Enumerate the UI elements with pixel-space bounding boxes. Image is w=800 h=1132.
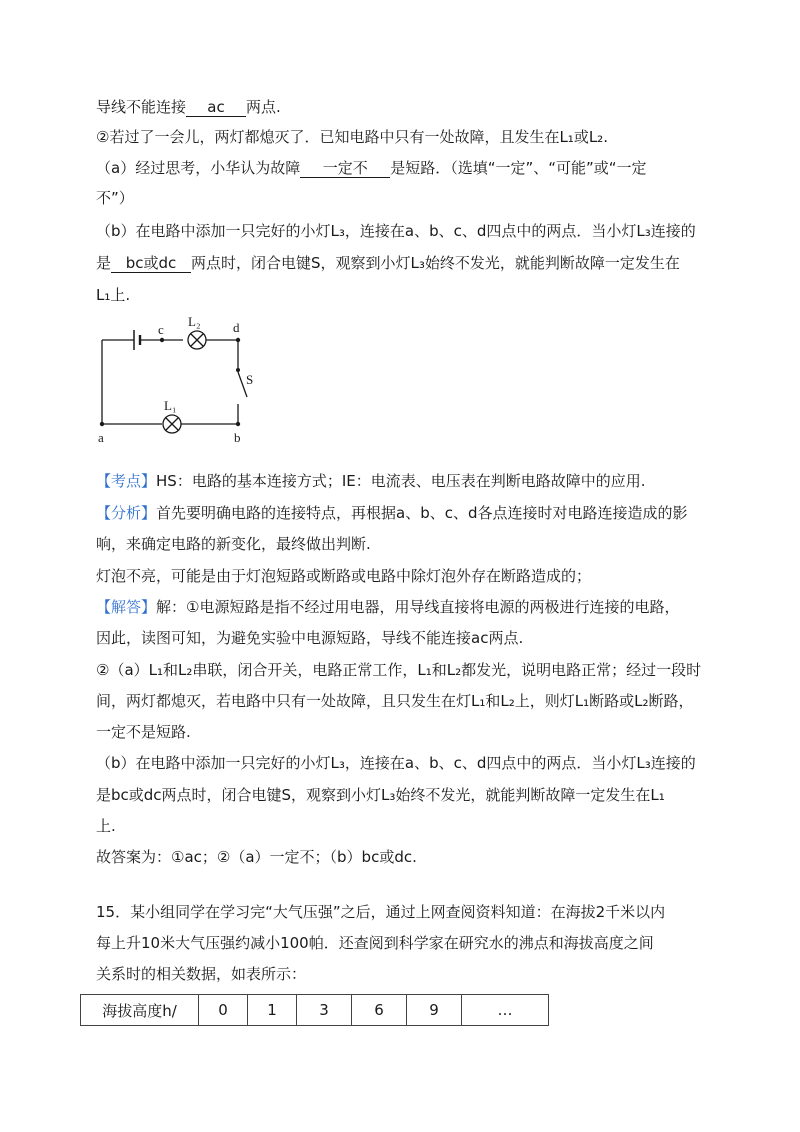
fenxi-line-3: 灯泡不亮，可能是由于灯泡短路或断路或电路中除灯泡外存在断路造成的； [96, 567, 592, 585]
text: 解：①电源短路是指不经过用电器，用导线直接将电源的两极进行连接的电路， [156, 598, 680, 616]
answer-summary: 故答案为：①ac；②（a）一定不；（b）bc或dc. [96, 848, 417, 866]
text: HS：电路的基本连接方式；IE：电流表、电压表在判断电路故障中的应用. [156, 472, 646, 490]
table-cell: 6 [352, 995, 407, 1026]
node-d [236, 338, 240, 342]
text: 是 [96, 254, 112, 272]
jieda-line-5: 一定不是短路. [96, 723, 191, 741]
text: 是短路．（选填“一定”、“可能”或“一定 [390, 159, 647, 177]
label-b: b [234, 430, 241, 445]
text: （a）经过思考，小华认为故障 [96, 159, 301, 177]
table-cell: 0 [199, 995, 248, 1026]
altitude-table [80, 994, 549, 1026]
label-d: d [233, 320, 240, 335]
label-l2: L₂ [188, 314, 201, 329]
answer-line-6 [96, 252, 680, 274]
q15-line-2: 每上升10米大气压强约减小100帕．还查阅到科学家在研究水的沸点和海拔高度之间 [96, 934, 654, 952]
table-row [81, 995, 549, 1026]
table-cell: 3 [297, 995, 352, 1026]
jieda-line-4: 间，两灯都熄灭，若电路中只有一处故障，且只发生在灯L₁和L₂上，则灯L₁断路或L₂断路， [96, 692, 694, 710]
node-c [160, 338, 164, 342]
jieda-line-2: 因此，读图可知，为避免实验中电源短路，导线不能连接ac两点. [96, 629, 524, 647]
answer-line-2: ②若过了一会儿，两灯都熄灭了．已知电路中只有一处故障，且发生在L₁或L₂. [96, 128, 608, 146]
jieda-line-7: 是bc或dc两点时，闭合电键S，观察到小灯L₃始终不发光，就能判断故障一定发生在L₁ [96, 786, 665, 804]
table-cell: … [462, 995, 549, 1026]
node-a [100, 422, 104, 426]
answer-line-7: L₁上. [96, 286, 131, 304]
jieda-line-3: ②（a）L₁和L₂串联，闭合开关，电路正常工作，L₁和L₂都发光，说明电路正常；经过一段时 [96, 661, 702, 679]
jieda-tag: 【解答】 [96, 598, 157, 616]
jieda-line-8: 上. [96, 817, 116, 835]
text: 首先要明确电路的连接特点，再根据a、b、c、d各点连接时对电路连接造成的影 [156, 504, 688, 522]
table-header-cell: 海拔高度h/ [81, 995, 199, 1026]
label-s: S [246, 372, 254, 387]
jieda-line-1 [96, 596, 679, 618]
fenxi-line-1 [96, 502, 688, 524]
fenxi-line-2: 响，来确定电路的新变化，最终做出判断. [96, 535, 371, 553]
label-a: a [98, 430, 104, 445]
table-cell: 1 [248, 995, 297, 1026]
fill-blank: bc或dc [111, 254, 191, 273]
answer-line-3 [96, 157, 647, 179]
text: 导线不能连接 [96, 98, 187, 116]
q15-line-3: 关系时的相关数据，如表所示： [96, 965, 307, 983]
answer-line-1 [96, 96, 281, 118]
circuit-diagram [96, 312, 266, 447]
switch-pivot [236, 368, 240, 372]
table-cell: 9 [407, 995, 462, 1026]
kaodian-tag: 【考点】 [96, 472, 157, 490]
text: 两点时，闭合电键S，观察到小灯L₃始终不发光，就能判断故障一定发生在 [191, 254, 680, 272]
answer-line-4: 不”） [96, 189, 134, 207]
node-b [236, 422, 240, 426]
text: 两点. [246, 98, 281, 116]
fill-blank: ac [186, 98, 246, 117]
fill-blank: 一定不 [300, 159, 390, 178]
q15-line-1: 15．某小组同学在学习完“大气压强”之后，通过上网查阅资料知道：在海拔2千米以内 [96, 903, 666, 921]
jieda-line-6: （b）在电路中添加一只完好的小灯L₃，连接在a、b、c、d四点中的两点．当小灯L₃连接的 [96, 754, 696, 772]
label-c: c [158, 322, 164, 337]
answer-line-5: （b）在电路中添加一只完好的小灯L₃，连接在a、b、c、d四点中的两点．当小灯L₃连接的 [96, 222, 696, 240]
label-l1: L₁ [164, 398, 177, 413]
kaodian-line [96, 470, 646, 492]
fenxi-tag: 【分析】 [96, 504, 157, 522]
